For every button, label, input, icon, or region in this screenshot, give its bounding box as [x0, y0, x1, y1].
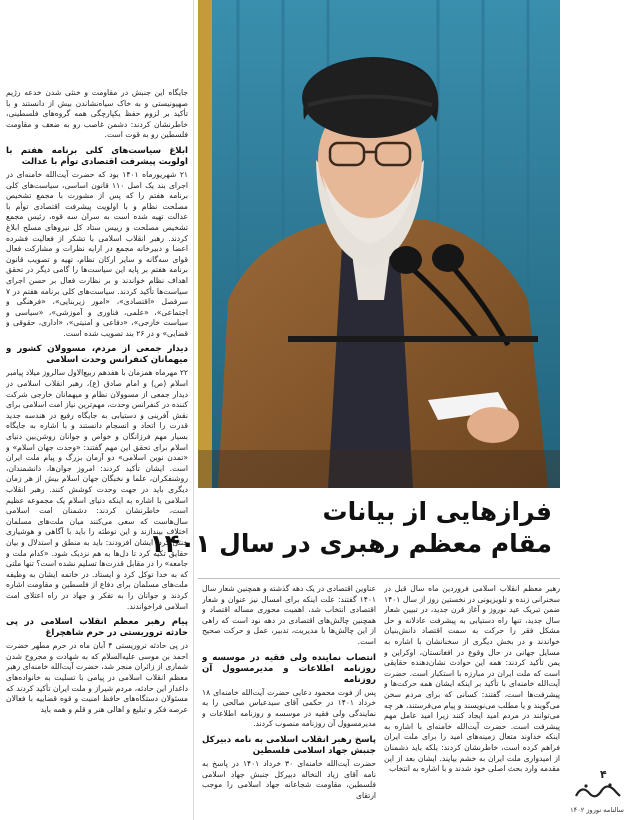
headline-line-2: مقام معظم رهبری در سال ۱۴۰۱: [149, 529, 552, 558]
section-heading-policies: ابلاغ سیاست‌های کلی برنامه هفتم با اولویت پیشرفت اقتصادی توأم با عدالت: [6, 145, 188, 167]
section-heading-ettelaat: انتصاب نماینده ولی فقیه در موسسه و روزنامه اطلاعات و مدیرمسوول آن روزنامه: [202, 652, 376, 685]
left-intro: جایگاه این جنبش در مقاومت و خنثی شدن خدعه رژیم صهیونیستی و به خاک سیاه‌نشاندن بیش از دانستند و با تأکید بر لزوم حفظ یکپارچگی همه گروه‌های فلسطینی، خاطرنشان کردند: دشمن غاصب رو به ضعف و مقاومت فلسطین رو به قوت است.: [6, 88, 188, 140]
left-column: [6, 88, 188, 816]
middle-column: [202, 584, 376, 816]
portrait-illustration: [198, 0, 560, 488]
leader-photo: [198, 0, 560, 488]
section-body-shahcheragh: در پی حادثه تروریستی ۴ آبان ماه در حرم مطهر حضرت احمد بن موسی علیه‌السلام که به شهادت و مجروح شدن شماری از زائران منجر شد، حضرت آیت‌الله خامنه‌ای رهبر معظم انقلاب اسلامی در پیامی با تسلیت به خانواده‌های داغدار این حادثه، مردم شیراز و ملت ایران تأکید کردند که مسئولان دستگاه‌های حافظ امنیت و قوه قضاییه با فعالان عرصه فکر و تبلیغ و اهالی هنر و قلم و همه باید: [6, 641, 188, 714]
page-number: ۴: [600, 768, 607, 781]
right-column: [384, 584, 560, 816]
headline-line-1: فرازهایی از بیانات: [322, 497, 552, 526]
section-heading-shahcheragh: پیام رهبر معظم انقلاب اسلامی در پی حادثه تروریستی در حرم شاهچراغ: [6, 617, 188, 639]
section-body-ettelaat: پس از فوت محمود دعایی حضرت آیت‌الله خامنه‌ای ۱۸ خرداد ۱۴۰۱ در حکمی آقای سیدعباس صالحی را به نمایندگی ولی فقیه در موسسه و روزنامه اطلاعات و مدیرمسوول آن روزنامه منصوب کردند.: [202, 687, 376, 729]
right-body: رهبر معظم انقلاب اسلامی فروردین ماه سال قبل در سخنرانی زنده و تلویزیونی در نخستین روز از سال ۱۴۰۱ ضمن تبریک عید نوروز و آغاز قرن جدید، در تبیین شعار سال جدید، تنها راه دستیابی به پیشرفت عادلانه و حل مشکل فقر را حرکت به سمت اقتصاد دانش‌بنیان خواندند و در بخش دیگری از سخنانشان با اشاره به مسایل جهانی در حال وقوع در افغانستان، اوکراین و یمن تأکید کردند: همه این حوادث نشان‌دهنده حقایقی است که ملت ایران در مبارزه با استکبار است. حضرت آیت‌الله خامنه‌ای با تأکید بر اینکه ایشان همه حرکت‌ها و پیشرفت‌ها است، گفتند: کسانی که برای مردم سخن می‌گویند و یا مطلب می‌نویسند و پیام می‌فرستند، هر چه می‌توانند در مردم امید ایجاد کنند زیرا امید عامل مهم پیشرفت است. حضرت آیت‌الله خامنه‌ای با اشاره به اینکه خداوند متعال زمینه‌های امید را برای ملت ایران فراهم کرده است، خاطرنشان کردند: بلکه باید دشمنان از امیدواری ملت ایران به خشم بیایند. ایشان بعد از این مقدمه وارد بحث اصلی خود شدند و با اشاره به انتخاب: [384, 584, 560, 774]
section-body-unity-conference: ۲۲ مهرماه همزمان با هفدهم ربیع‌الاول سالروز میلاد پیامبر اسلام (ص) و امام صادق (ع)، رهبر انقلاب اسلامی در دیدار جمعی از مسوولان نظام و میهمانان خارجی شرکت کننده در کنفرانس وحدت، مهم‌ترین نیاز امت اسلامی برای نقش آفرینی و دستیابی به جایگاه رفیع در هندسه جدید قدرت را اتحاد و انسجام دانستند و با اشاره به جایگاه بسیار مهم فرزانگان و خواص و جوانان روشن‌بین دنیای اسلام برای تحقق این مهم گفتند: «وحدت جهان اسلام» و «تمدن نوین اسلامی» دو آرمان بزرگ و پیام ملت ایران است. ایشان تأکید کردند: امروز جوان‌ها، دانشمندان، روشنفکران، علما و نخبگان جهان اسلام بیش از هر زمان دیگری باید در جهت وحدت کوشش کنند. رهبر انقلاب اسلامی با اشاره به اینکه دنیای اسلام یک مجموعه عظیم است، خاطرنشان کردند: دشمنان امت اسلامی سال‌هاست که سعی می‌کنند میان ملت‌های مسلمان اختلاف بیندازند و این توطئه را باید با آگاهی و هوشیاری خنثی کرد. ایشان افزودند: باید به منطق و استدلال و بیان حقایق تکیه کرد تا دل‌ها به هم نزدیک شود. «کدام ملت و جامعه» را در مقابل قدرت‌ها تسلیم نشده است؟ تنها ملتی که به خدا توکل کرد و ایستاد. در خاتمه ایشان به وظیفه ملت‌های مسلمان برای دفاع از فلسطین و مقاومت اشاره کردند و جوانان را به تفکر و جهاد در راه اعتلای امت اسلامی فراخواندند.: [6, 368, 188, 611]
section-heading-unity-conference: دیدار جمعی از مردم، مسوولان کشور و میهمانان کنفرانس وحدت اسلامی: [6, 344, 188, 366]
issue-label: سالنامه نوروز ۱۴۰۲: [570, 806, 624, 814]
headline-box: [149, 492, 560, 574]
newspaper-logo: [572, 780, 624, 802]
section-body-islamic-jihad: حضرت آیت‌الله خامنه‌ای ۳۰ خرداد ۱۴۰۱ در پاسخ به نامه آقای زیاد النخاله دبیرکل جنبش جهاد اسلامی فلسطین، مقاومت شجاعانه جهاد اسلامی را موجب ارتقای: [202, 758, 376, 800]
headline-rule: [198, 578, 560, 579]
section-body-policies: ۲۱ شهریورماه ۱۴۰۱ بود که حضرت آیت‌الله خامنه‌ای در اجرای بند یک اصل ۱۱۰ قانون اساسی، سیاست‌های کلی برنامه هفتم را که پس از مشورت با مجمع تشخیص مصلحت نظام و با اولویت پیشرفت اقتصادی توأم با عدالت تهیه شده است به سران سه قوه، رئیس مجمع تشخیص مصلحت و رییس ستاد کل نیروهای مسلح ابلاغ کردند. رهبر انقلاب اسلامی با تشکر از فعالیت فشرده اعضا و دبیرخانه مجمع در ارایه نظرات و مشارکت فعال قوای سه‌گانه و سایر ارکان نظام، تهیه و تصویب قانون برنامه هفتم بر پایه این سیاست‌ها را گامی دیگر در تحقق اهداف نظام خواندند و بر نظارت فعال بر حسن اجرای سیاست‌ها تأکید کردند. سیاست‌های کلی برنامه هفتم در ۷ سرفصل «اقتصادی»، «امور زیربنایی»، «فرهنگی و اجتماعی»، «علمی، فناوری و آموزشی»، «سیاسی و سیاست خارجی»، «دفاعی و امنیتی»، «اداری، حقوقی و قضایی» و در ۲۶ بند تصویب شده است.: [6, 169, 188, 338]
side-margin: [566, 0, 630, 820]
middle-intro: عناوین اقتصادی در یک دهه گذشته و همچنین شعار سال ۱۴۰۱ گفتند: علت اینکه برای امسال نیز عنوان و شعار اقتصادی انتخاب شد، اهمیت محوری مساله اقتصاد و همچنین چالش‌های اقتصادی در دهه نود است که راهی از این چالش‌ها با مدیریت، تدبیر، عمل و حرکت صحیح است.: [202, 584, 376, 646]
section-heading-islamic-jihad: پاسخ رهبر انقلاب اسلامی به نامه دبیرکل جنبش جهاد اسلامی فلسطین: [202, 734, 376, 756]
column-divider: [193, 0, 194, 820]
